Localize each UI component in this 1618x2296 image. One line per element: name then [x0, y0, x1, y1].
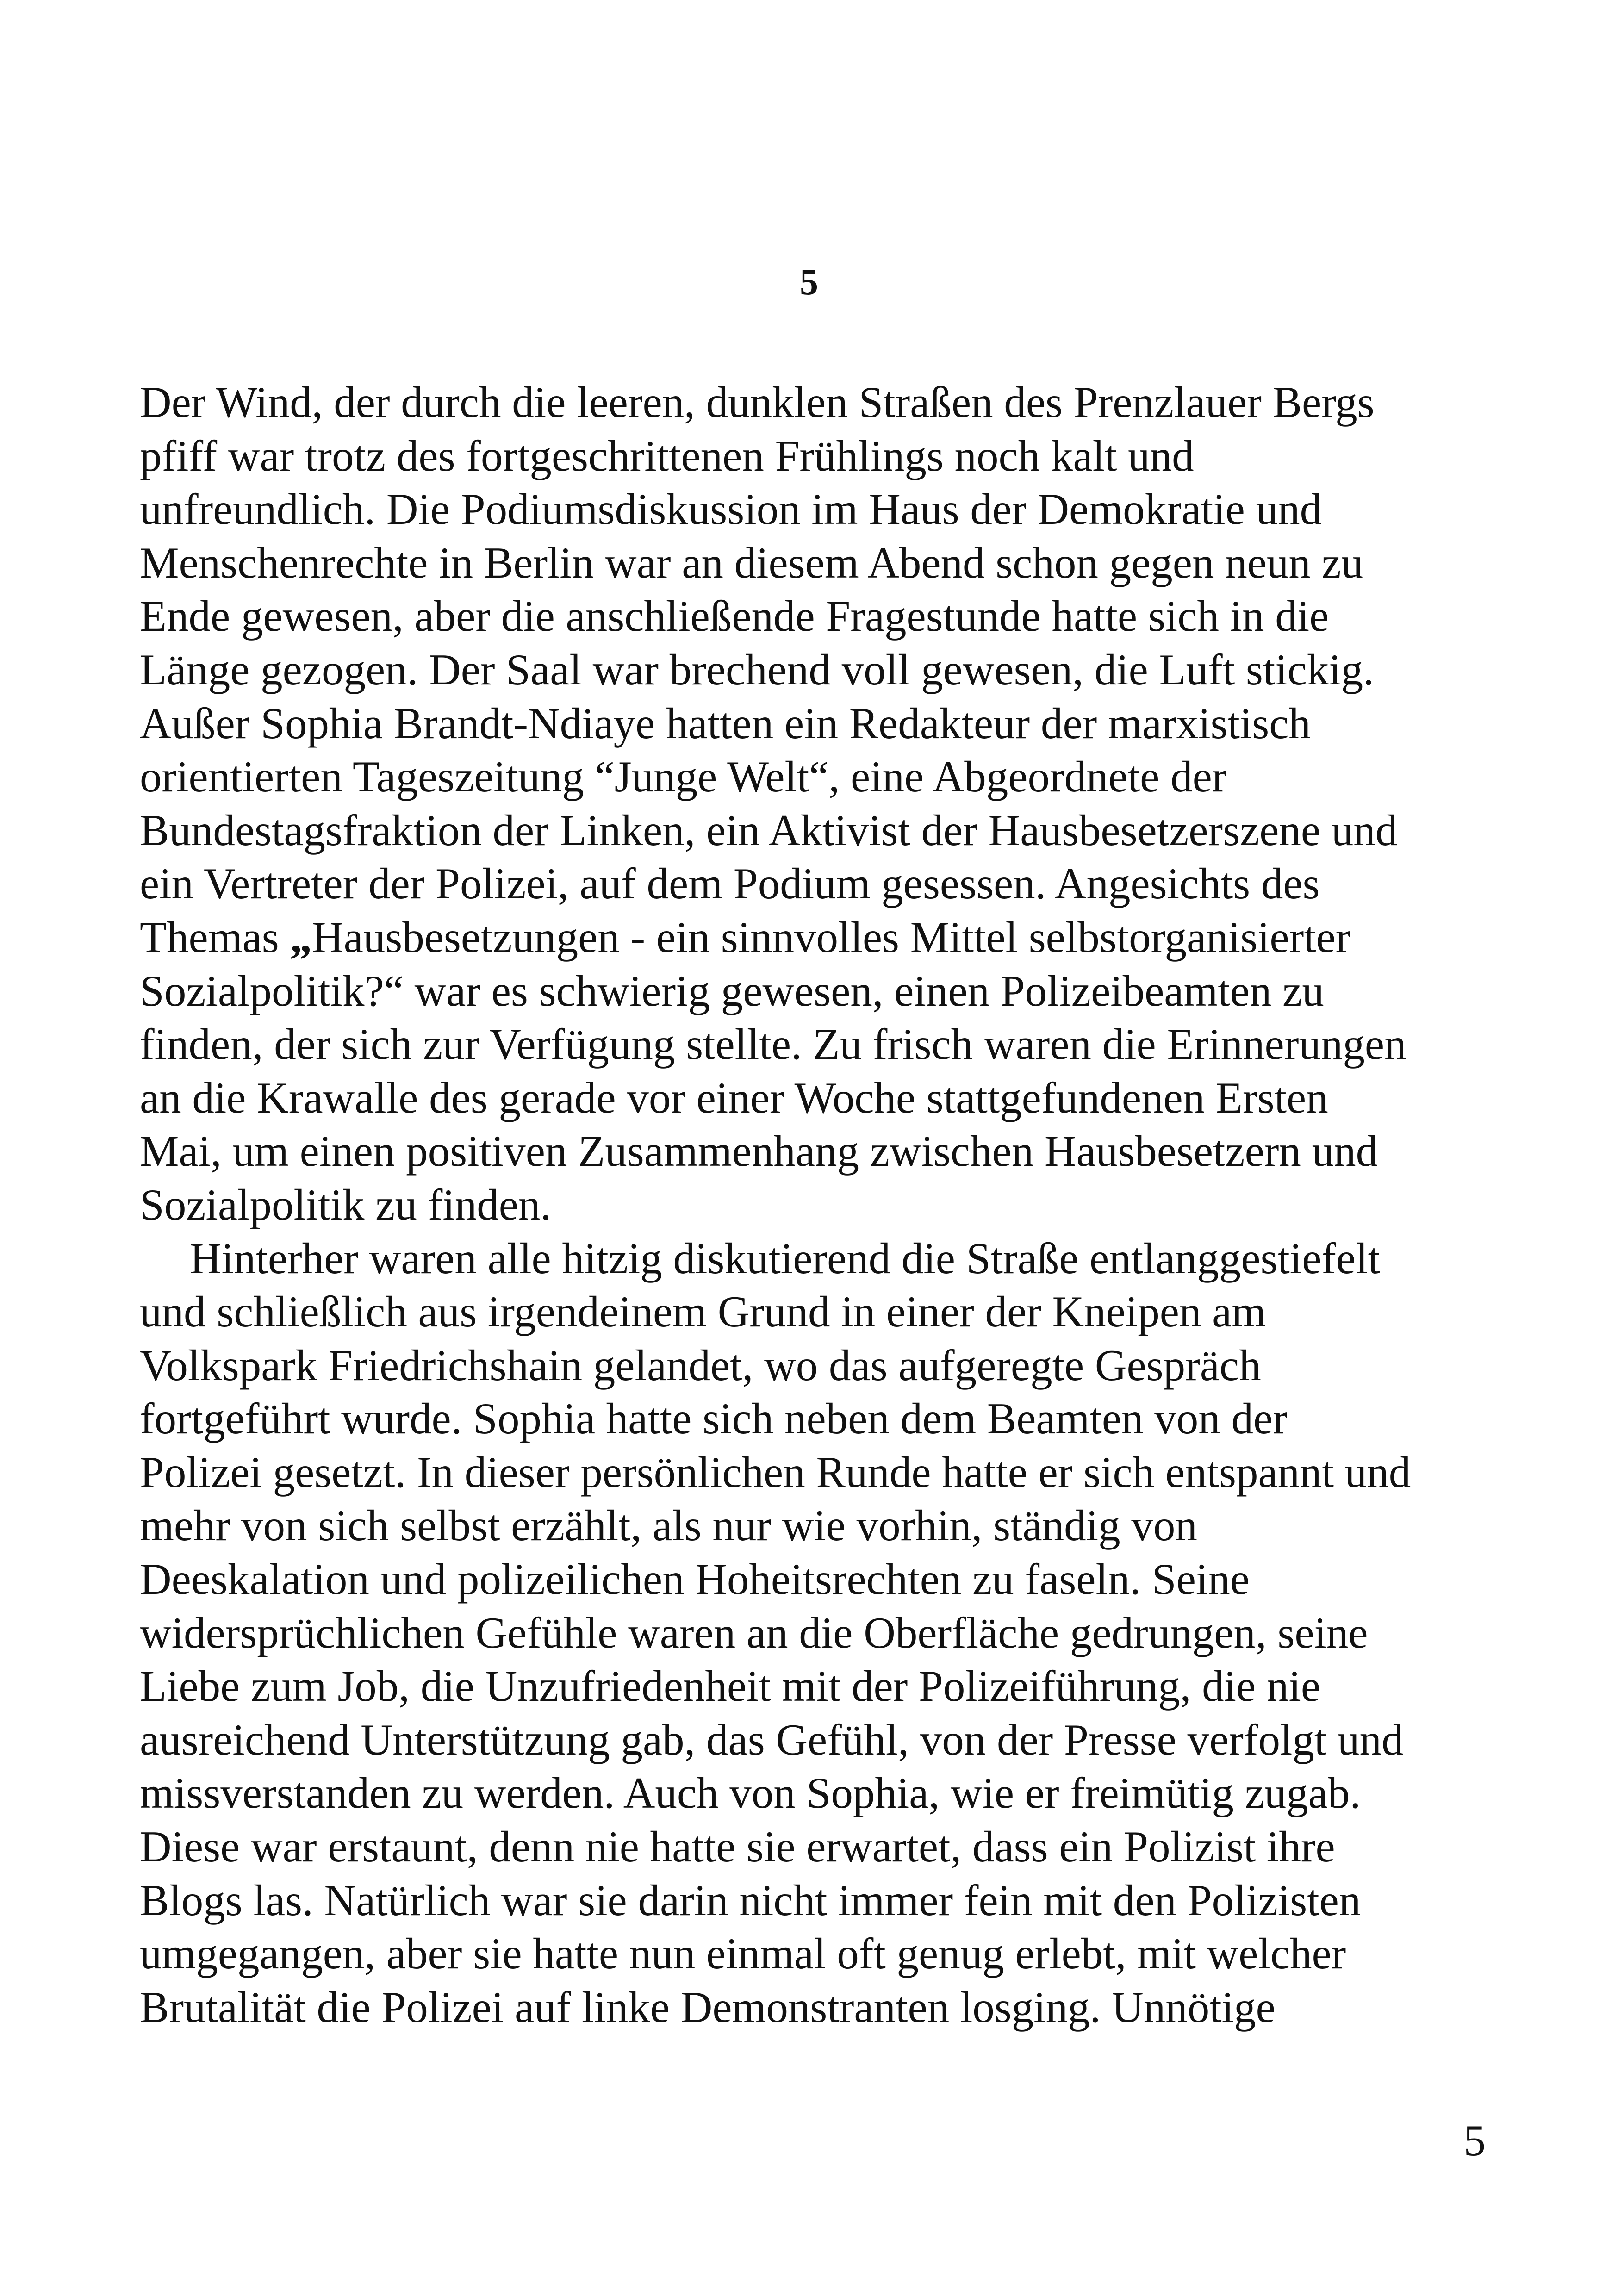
text-line: Diese war erstaunt, denn nie hatte sie erwartet, dass ein Polizist ihre [140, 1822, 1335, 1872]
text-line: Liebe zum Job, die Unzufriedenheit mit der Polizeiführung, die nie [140, 1661, 1321, 1711]
text-segment: Themas [140, 912, 290, 962]
paragraph-start-line: Hinterher waren alle hitzig diskutierend die Straße entlanggestiefelt [190, 1233, 1380, 1283]
text-line: umgegangen, aber sie hatte nun einmal oft genug erlebt, mit welcher [140, 1929, 1346, 1979]
text-line: Außer Sophia Brandt-Ndiaye hatten ein Redakteur der marxistisch [140, 698, 1311, 748]
text-line: und schließlich aus irgendeinem Grund in einer der Kneipen am [140, 1287, 1266, 1337]
text-line: ein Vertreter der Polizei, auf dem Podium gesessen. Angesichts des [140, 859, 1320, 908]
text-line: finden, der sich zur Verfügung stellte. Zu frisch waren die Erinnerungen [140, 1020, 1406, 1069]
text-line: pfiff war trotz des fortgeschrittenen Frühlings noch kalt und [140, 431, 1194, 480]
text-line: Ende gewesen, aber die anschließende Fragestunde hatte sich in die [140, 591, 1329, 641]
text-line: Deeskalation und polizeilichen Hoheitsrechten zu faseln. Seine [140, 1555, 1250, 1604]
text-line: Polizei gesetzt. In dieser persönlichen Runde hatte er sich entspannt und [140, 1447, 1411, 1497]
text-line: Länge gezogen. Der Saal war brechend voll gewesen, die Luft stickig. [140, 645, 1374, 694]
text-line: orientierten Tageszeitung “Junge Welt“, eine Abgeordnete der [140, 752, 1227, 802]
text-segment: Hausbesetzungen - ein sinnvolles Mittel selbstorganisierter [311, 912, 1350, 962]
bold-quote-mark: „ [290, 912, 312, 962]
text-line: fortgeführt wurde. Sophia hatte sich neben dem Beamten von der [140, 1394, 1288, 1444]
text-line: Der Wind, der durch die leeren, dunklen Straßen des Prenzlauer Bergs [140, 378, 1375, 427]
text-line: Menschenrechte in Berlin war an diesem Abend schon gegen neun zu [140, 538, 1363, 587]
text-line: Sozialpolitik zu finden. [140, 1180, 552, 1229]
body-text [140, 376, 1505, 2034]
page-number: 5 [1463, 2116, 1486, 2165]
text-line: Brutalität die Polizei auf linke Demonstranten losging. Unnötige [140, 1982, 1276, 2032]
text-line: Sozialpolitik?“ war es schwierig gewesen, einen Polizeibeamten zu [140, 966, 1324, 1015]
text-line: Volkspark Friedrichshain gelandet, wo das aufgeregte Gespräch [140, 1340, 1261, 1390]
text-line: mehr von sich selbst erzählt, als nur wie vorhin, ständig von [140, 1501, 1197, 1550]
text-line [140, 911, 1505, 964]
chapter-number: 5 [800, 262, 818, 303]
text-line: ausreichend Unterstützung gab, das Gefühl, von der Presse verfolgt und [140, 1715, 1404, 1764]
text-line: missverstanden zu werden. Auch von Sophia, wie er freimütig zugab. [140, 1768, 1361, 1818]
text-line: an die Krawalle des gerade vor einer Woche stattgefundenen Ersten [140, 1073, 1328, 1122]
text-line: unfreundlich. Die Podiumsdiskussion im Haus der Demokratie und [140, 485, 1322, 534]
text-line: Mai, um einen positiven Zusammenhang zwischen Hausbesetzern und [140, 1126, 1378, 1176]
text-line: widersprüchlichen Gefühle waren an die Oberfläche gedrungen, seine [140, 1608, 1368, 1657]
text-line: Blogs las. Natürlich war sie darin nicht immer fein mit den Polizisten [140, 1875, 1361, 1925]
text-line: Bundestagsfraktion der Linken, ein Aktivist der Hausbesetzerszene und [140, 805, 1398, 855]
